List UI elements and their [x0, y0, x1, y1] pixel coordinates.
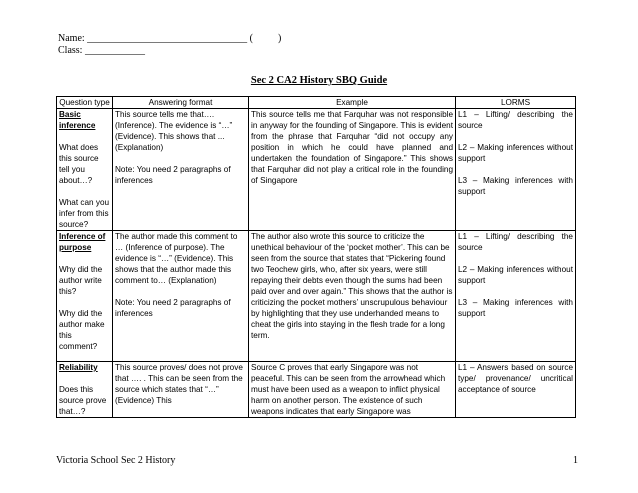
- table-row: [57, 231, 576, 362]
- header-question-type: Question type: [57, 97, 113, 109]
- question-type-cell: [57, 109, 113, 231]
- question-type-heading: Reliability: [59, 363, 98, 372]
- table-row: [57, 362, 576, 418]
- example-cell: This source tells me that Farquhar was not responsible in anyway for the founding of Singapore. This is evident from the phrase that Farquhar “did not occupy any position in which he could have planned and undertaken the foundation of Singapore.” This shows that Farquhar did not play a critical role in the founding of Singapore: [249, 109, 456, 231]
- name-line: Name: ________________________________ ( ): [58, 33, 282, 44]
- table-row: [57, 109, 576, 231]
- header-example: Example: [249, 97, 456, 109]
- question-type-q2: Why did the author make this comment?: [59, 309, 105, 351]
- footer-school: Victoria School Sec 2 History: [56, 455, 176, 466]
- sbq-guide-table: [56, 96, 576, 418]
- question-type-q1: Does this source prove that…?: [59, 385, 107, 416]
- lorms-cell: [456, 109, 576, 231]
- page-title: Sec 2 CA2 History SBQ Guide: [250, 75, 388, 86]
- question-type-heading: Basic inference: [59, 110, 96, 130]
- format-text: This source proves/ does not prove that …. . This can be seen from the source which states that “…” (Evidence) This: [115, 363, 243, 405]
- question-type-q1: What does this source tell you about…?: [59, 143, 99, 185]
- lorms-l2: L2 – Making inferences without support: [458, 265, 573, 285]
- lorms-cell: [456, 231, 576, 362]
- lorms-l2: L2 – Making inferences without support: [458, 143, 573, 163]
- lorms-l1: L1 – Answers based on source type/ provenance/ uncritical acceptance of source: [458, 363, 573, 394]
- format-note: Note: You need 2 paragraphs of inferences: [115, 165, 231, 185]
- example-cell: Source C proves that early Singapore was not peaceful. This can be seen from the arrowhead which must have been used as a weapon to inflict physical harm on another person. The existence of such weapons indicates that early Singapore was: [249, 362, 456, 418]
- answering-format-cell: [113, 362, 249, 418]
- header-answering-format: Answering format: [113, 97, 249, 109]
- lorms-cell: [456, 362, 576, 418]
- question-type-cell: [57, 362, 113, 418]
- lorms-l3: L3 – Making inferences with support: [458, 298, 573, 318]
- table-header-row: [57, 97, 576, 109]
- answering-format-cell: [113, 231, 249, 362]
- header-lorms: LORMS: [456, 97, 576, 109]
- format-text: This source tells me that…. (Inference). The evidence is “…” (Evidence). This shows that ... (Explanation): [115, 110, 233, 152]
- lorms-l3: L3 – Making inferences with support: [458, 176, 573, 196]
- format-note: Note: You need 2 paragraphs of inferences: [115, 298, 231, 318]
- question-type-cell: [57, 231, 113, 362]
- answering-format-cell: [113, 109, 249, 231]
- format-text: The author made this comment to … (Inference of purpose). The evidence is “…” (Evidence). This shows that the author made this comment to… (Explanation): [115, 232, 238, 285]
- question-type-heading: Inference of purpose: [59, 232, 106, 252]
- example-cell: The author also wrote this source to criticize the unethical behaviour of the ‘pocket mother’. This can be seen from the source that states that “Pickering found two Teochew girls, who, after six years, were still repaying their debts even though the sums had been paid over and over again.” This shows that the author is criticizing the pocket mothers’ unscrupulous behaviour by highlighting that they use underhanded means to cheat the girls into staying in the flesh trade for a long term.: [249, 231, 456, 362]
- page-number: 1: [573, 455, 578, 466]
- lorms-l1: L1 – Lifting/ describing the source: [458, 232, 573, 252]
- question-type-q2: What can you infer from this source?: [59, 198, 110, 229]
- question-type-q1: Why did the author write this?: [59, 265, 103, 296]
- class-line: Class: ____________: [58, 45, 145, 56]
- lorms-l1: L1 – Lifting/ describing the source: [458, 110, 573, 130]
